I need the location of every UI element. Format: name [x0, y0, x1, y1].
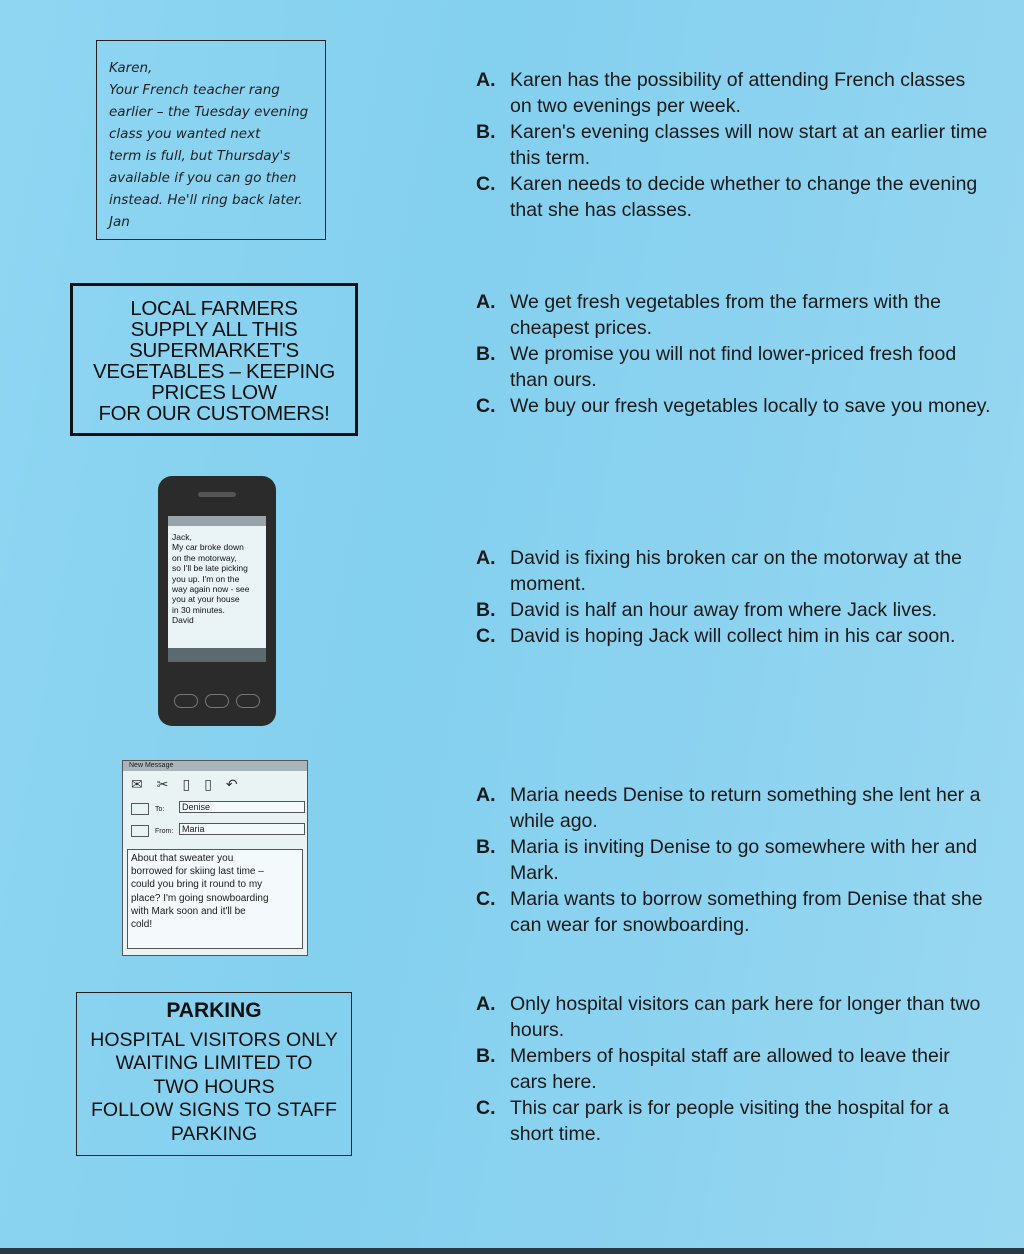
q3-options: [476, 545, 991, 649]
home-key: [205, 694, 229, 708]
option-text: David is half an hour away from where Jack lives.: [510, 599, 938, 621]
option-letter: C.: [476, 173, 496, 195]
paste-icon: ▯: [204, 777, 212, 793]
option-letter: C.: [476, 395, 496, 417]
option-letter: B.: [476, 1045, 496, 1067]
option-text: Karen needs to decide whether to change the evening that she has classes.: [510, 173, 978, 221]
q2-options: [476, 289, 991, 419]
sign-line: FOR OUR CUSTOMERS!: [98, 402, 330, 425]
option-text: We get fresh vegetables from the farmers with the cheapest prices.: [510, 291, 941, 339]
note-karen: [96, 40, 326, 240]
sms-line: in 30 minutes.: [172, 604, 225, 615]
from-field: Maria: [179, 823, 305, 835]
option-letter: A.: [476, 291, 496, 313]
from-label: From:: [155, 828, 174, 835]
sign-line: PARKING: [170, 1122, 258, 1145]
sms-line: David: [172, 615, 194, 626]
copy-icon: ▯: [182, 777, 191, 793]
q5-options: [476, 991, 991, 1147]
option-text: David is fixing his broken car on the motorway at the moment.: [510, 547, 962, 595]
option-a[interactable]: [476, 991, 991, 1043]
to-field: Denise: [179, 801, 305, 813]
option-a[interactable]: [476, 545, 991, 597]
note-line: instead. He'll ring back later.: [109, 192, 303, 208]
option-text: We promise you will not find lower-priced fresh food than ours.: [510, 343, 957, 391]
body-line: with Mark soon and it'll be: [131, 905, 246, 917]
email-body: [127, 849, 303, 949]
sign-line: SUPERMARKET'S: [129, 339, 299, 362]
note-line: Jan: [109, 214, 130, 230]
sms-line: My car broke down: [172, 542, 244, 553]
q1-options: [476, 67, 991, 223]
sms-line: you at your house: [172, 594, 240, 605]
body-line: could you bring it round to my: [131, 879, 263, 891]
option-b[interactable]: [476, 1043, 991, 1095]
to-label: To:: [155, 806, 165, 813]
email-window: [122, 760, 308, 956]
sign-line: PRICES LOW: [151, 381, 277, 404]
sign-line: FOLLOW SIGNS TO STAFF: [91, 1099, 337, 1121]
sms-line: on the motorway,: [172, 552, 237, 563]
option-letter: B.: [476, 599, 496, 621]
option-letter: B.: [476, 343, 496, 365]
send-icon: ✉: [131, 777, 143, 793]
body-line: place? I'm going snowboarding: [131, 892, 269, 904]
sign-line: TWO HOURS: [153, 1075, 275, 1098]
phone-keys: [174, 694, 260, 712]
option-text: Karen has the possibility of attending French classes on two evenings per week.: [510, 69, 966, 117]
option-letter: A.: [476, 784, 496, 806]
option-c[interactable]: [476, 393, 991, 419]
phone-speaker: [198, 492, 236, 497]
note-line: available if you can go then: [109, 170, 297, 186]
option-text: Members of hospital staff are allowed to leave their cars here.: [510, 1045, 950, 1093]
sign-line: SUPPLY ALL THIS: [130, 318, 298, 341]
option-b[interactable]: [476, 834, 991, 886]
option-letter: A.: [476, 993, 496, 1015]
to-row: [131, 801, 307, 815]
sign-line: VEGETABLES – KEEPING: [93, 360, 335, 383]
address-book-icon: [131, 803, 149, 815]
sign-line: LOCAL FARMERS: [130, 297, 298, 320]
option-letter: C.: [476, 625, 496, 647]
note-line: term is full, but Thursday's: [109, 148, 291, 164]
window-title: New Message: [123, 761, 307, 771]
option-text: Only hospital visitors can park here for longer than two hours.: [510, 993, 981, 1041]
note-line: Your French teacher rang: [109, 82, 280, 98]
from-row: [131, 823, 307, 837]
option-text: Karen's evening classes will now start at an earlier time this term.: [510, 121, 988, 169]
option-b[interactable]: [476, 119, 991, 171]
sign-local-farmers: [70, 283, 358, 436]
option-letter: A.: [476, 69, 496, 91]
sign-line: HOSPITAL VISITORS ONLY: [90, 1028, 338, 1051]
option-a[interactable]: [476, 782, 991, 834]
sms-line: so I'll be late picking: [172, 563, 248, 574]
option-text: This car park is for people visiting the hospital for a short time.: [510, 1097, 949, 1145]
option-c[interactable]: [476, 1095, 991, 1147]
sign-parking: [76, 992, 352, 1156]
mobile-phone: [158, 476, 276, 726]
sms-line: you up. I'm on the: [172, 573, 240, 584]
q4-options: [476, 782, 991, 938]
option-letter: B.: [476, 836, 496, 858]
body-line: borrowed for skiing last time –: [131, 866, 264, 878]
option-b[interactable]: [476, 597, 991, 623]
option-text: David is hoping Jack will collect him in his car soon.: [510, 625, 956, 647]
end-key: [236, 694, 260, 708]
cut-icon: ✂: [156, 777, 169, 793]
note-line: earlier – the Tuesday evening: [109, 104, 309, 120]
soft-key-bar: [168, 648, 266, 662]
option-text: Maria is inviting Denise to go somewhere with her and Mark.: [510, 836, 978, 884]
status-bar: [168, 516, 266, 526]
option-letter: B.: [476, 121, 496, 143]
option-letter: C.: [476, 1097, 496, 1119]
call-key: [174, 694, 198, 708]
option-a[interactable]: [476, 67, 991, 119]
address-book-icon: [131, 825, 149, 837]
page-bottom-edge: [0, 1248, 1024, 1254]
option-c[interactable]: [476, 171, 991, 223]
sms-message: [172, 532, 264, 626]
sign-title: PARKING: [166, 999, 262, 1022]
option-b[interactable]: [476, 341, 991, 393]
body-line: cold!: [131, 919, 153, 931]
option-text: Maria needs Denise to return something she lent her a while ago.: [510, 784, 981, 832]
option-a[interactable]: [476, 289, 991, 341]
sms-line: Jack,: [172, 532, 192, 542]
option-letter: C.: [476, 888, 496, 910]
option-letter: A.: [476, 547, 496, 569]
option-text: Maria wants to borrow something from Denise that she can wear for snowboarding.: [510, 888, 983, 936]
note-line: class you wanted next: [109, 126, 261, 142]
undo-icon: ↶: [225, 777, 238, 793]
sign-line: WAITING LIMITED TO: [115, 1052, 313, 1074]
phone-screen: [168, 516, 266, 662]
email-toolbar: [131, 777, 238, 793]
body-line: About that sweater you: [131, 853, 234, 864]
sms-line: way again now - see: [172, 584, 250, 595]
option-text: We buy our fresh vegetables locally to save you money.: [510, 395, 991, 417]
option-c[interactable]: [476, 886, 991, 938]
option-c[interactable]: [476, 623, 991, 649]
note-line: Karen,: [109, 60, 153, 76]
